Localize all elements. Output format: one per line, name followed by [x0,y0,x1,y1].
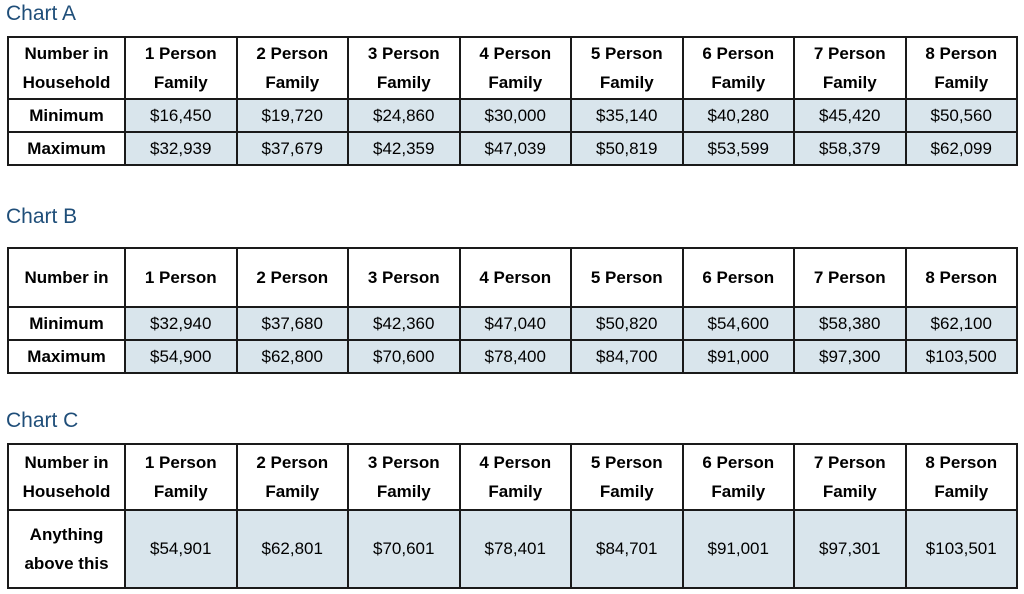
column-header: 4 Person Family [460,37,572,99]
table-cell: $47,040 [460,307,572,340]
chart-c-title: Chart C [6,409,79,432]
table-cell: $70,600 [348,340,460,373]
table-cell: $50,560 [906,99,1018,132]
table-cell: $42,359 [348,132,460,165]
table-cell: $84,701 [571,510,683,588]
table-cell: $24,860 [348,99,460,132]
table-cell: $54,901 [125,510,237,588]
column-header: 5 Person Family [571,444,683,510]
table-cell: $62,099 [906,132,1018,165]
column-header: 4 Person [460,248,572,307]
table-cell: $45,420 [794,99,906,132]
column-header: 8 Person [906,248,1018,307]
table-row-minimum [8,99,1017,132]
table-cell: $32,939 [125,132,237,165]
table-cell: $50,820 [571,307,683,340]
column-header: 3 Person [348,248,460,307]
column-header: 7 Person Family [794,37,906,99]
column-header: 3 Person Family [348,37,460,99]
table-cell: $78,400 [460,340,572,373]
chart-b-table [7,247,1018,374]
table-header-row [8,444,1017,510]
table-cell: $91,000 [683,340,795,373]
table-cell: $32,940 [125,307,237,340]
table-cell: $70,601 [348,510,460,588]
table-cell: $37,680 [237,307,349,340]
table-cell: $16,450 [125,99,237,132]
row-label: Minimum [8,99,125,132]
table-cell: $35,140 [571,99,683,132]
column-header: 6 Person Family [683,444,795,510]
column-header: 7 Person Family [794,444,906,510]
column-header: 1 Person [125,248,237,307]
column-header: 7 Person [794,248,906,307]
table-cell: $50,819 [571,132,683,165]
column-header: 2 Person Family [237,444,349,510]
table-row-anything-above [8,510,1017,588]
table-cell: $37,679 [237,132,349,165]
table-header-row [8,37,1017,99]
table-cell: $40,280 [683,99,795,132]
table-cell: $54,600 [683,307,795,340]
chart-c-table [7,443,1018,589]
table-cell: $62,100 [906,307,1018,340]
column-header: 6 Person [683,248,795,307]
column-header: 8 Person Family [906,37,1018,99]
column-header: 5 Person Family [571,37,683,99]
column-header: 2 Person [237,248,349,307]
table-cell: $62,800 [237,340,349,373]
table-cell: $30,000 [460,99,572,132]
table-cell: $78,401 [460,510,572,588]
chart-a-table [7,36,1018,166]
chart-a-title: Chart A [6,2,77,25]
table-cell: $58,380 [794,307,906,340]
table-cell: $53,599 [683,132,795,165]
column-header: 2 Person Family [237,37,349,99]
column-header: 5 Person [571,248,683,307]
table-cell: $84,700 [571,340,683,373]
column-header: 3 Person Family [348,444,460,510]
row-label: Minimum [8,307,125,340]
table-cell: $91,001 [683,510,795,588]
table-cell: $103,501 [906,510,1018,588]
row-label: Maximum [8,340,125,373]
column-header: 8 Person Family [906,444,1018,510]
column-header: Number in Household [8,37,125,99]
table-row-minimum [8,307,1017,340]
table-cell: $58,379 [794,132,906,165]
table-header-row [8,248,1017,307]
table-cell: $54,900 [125,340,237,373]
table-cell: $47,039 [460,132,572,165]
table-row-maximum [8,340,1017,373]
table-cell: $19,720 [237,99,349,132]
table-cell: $62,801 [237,510,349,588]
column-header: 4 Person Family [460,444,572,510]
table-cell: $97,301 [794,510,906,588]
table-cell: $103,500 [906,340,1018,373]
table-cell: $42,360 [348,307,460,340]
column-header: Number in [8,248,125,307]
row-label: Anything above this [8,510,125,588]
column-header: 6 Person Family [683,37,795,99]
row-label: Maximum [8,132,125,165]
table-row-maximum [8,132,1017,165]
column-header: 1 Person Family [125,37,237,99]
column-header: Number in Household [8,444,125,510]
chart-b-title: Chart B [6,205,78,228]
table-cell: $97,300 [794,340,906,373]
column-header: 1 Person Family [125,444,237,510]
